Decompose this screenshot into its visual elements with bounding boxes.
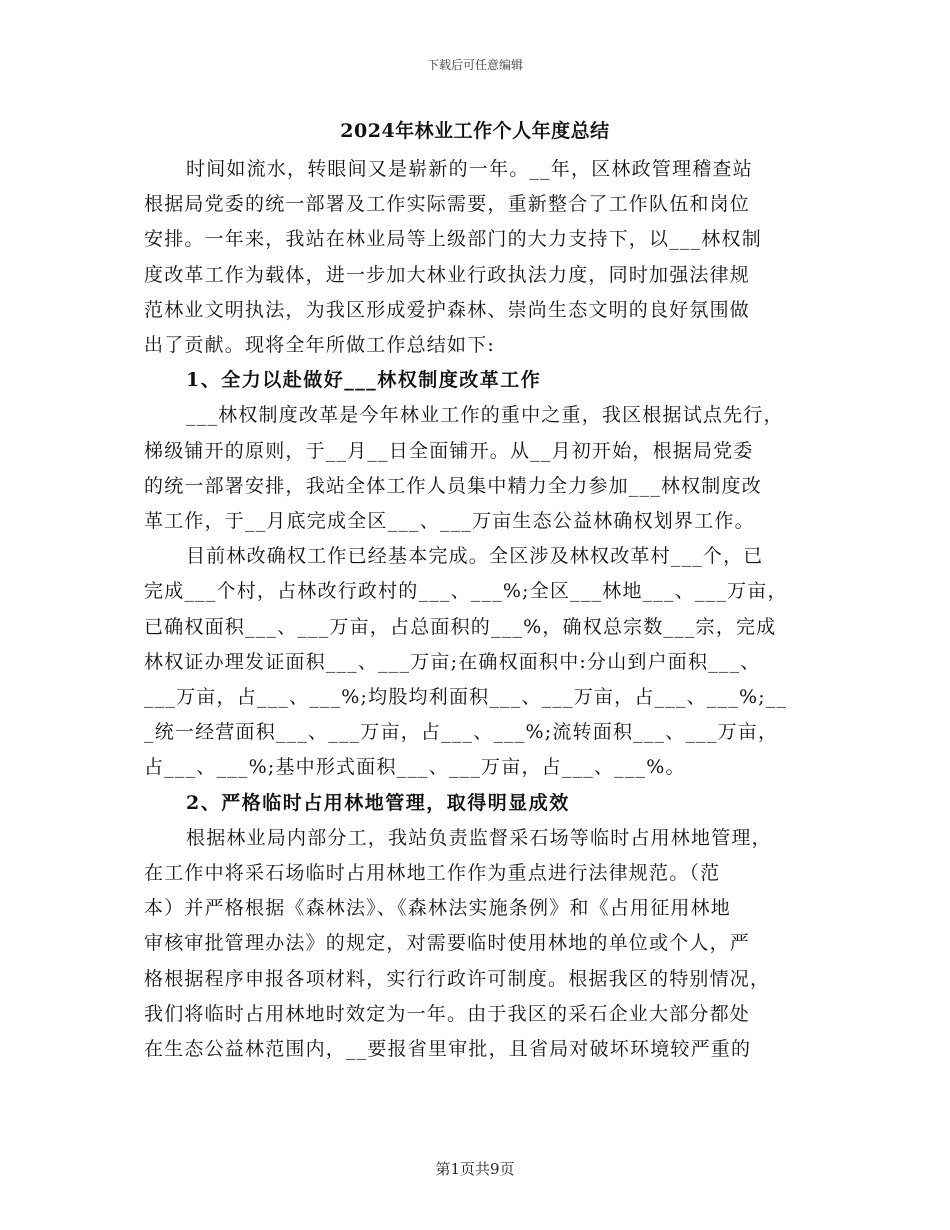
text-line: 林权证办理发证面积___、___万亩;在确权面积中:分山到户面积___、 [144,650,761,673]
page-header: 下载后可任意编辑 [426,58,523,72]
text-line: 时间如流水，转眼间又是崭新的一年。__年，区林政管理稽查站 [186,158,753,180]
text-line: ___万亩，占___、___%;均股均利面积___、___万亩，占___、___%;__ [144,686,788,708]
text-line: 格根据程序申报各项材料，实行行政许可制度。根据我区的特别情况， [144,967,771,990]
text-line: 范林业文明执法，为我区形成爱护森林、崇尚生态文明的良好氛围做 [144,298,751,321]
text-line: 出了贡献。现将全年所做工作总结如下: [144,334,496,356]
text-line: 度改革工作为载体，进一步加大林业行政执法力度，同时加强法律规 [144,263,751,286]
text-line: 目前林改确权工作已经基本完成。全区涉及林权改革村___个，已 [186,545,764,568]
section-heading: 2、严格临时占用林地管理，取得明显成效 [186,791,570,814]
text-line: 革工作，于__月底完成全区___、___万亩生态公益林确权划界工作。 [144,510,755,532]
text-line: 已确权面积___、___万亩，占总面积的___%，确权总宗数___宗，完成 [144,615,777,638]
text-line: 在工作中将采石场临时占用林地工作作为重点进行法律规范。（范 [144,862,721,884]
text-line: 根据局党委的统一部署及工作实际需要，重新整合了工作队伍和岗位 [144,193,751,216]
text-line: _统一经营面积___、___万亩，占___、___%;流转面积___、___万亩， [144,721,779,744]
text-line: 完成___个村，占林改行政村的___、___%;全区___林地___、___万亩， [144,580,788,603]
text-line: 根据林业局内部分工，我站负责监督采石场等临时占用林地管理， [186,826,772,849]
section-heading: 1、全力以赴做好___林权制度改革工作 [186,369,542,392]
document-title: 2024年林业工作个人年度总结 [340,120,610,142]
text-line: ___林权制度改革是今年林业工作的重中之重，我区根据试点先行， [186,404,784,427]
page-footer: 第1页共9页 [435,1160,515,1178]
text-line: 的统一部署安排，我站全体工作人员集中精力全力参加___林权制度改 [144,474,762,497]
text-line: 安排。一年来，我站在林业局等上级部门的大力支持下，以___林权制 [144,228,762,251]
text-line: 在生态公益林范围内，__要报省里审批，且省局对破坏环境较严重的 [144,1038,752,1060]
text-line: 梯级铺开的原则，于__月__日全面铺开。从__月初开始，根据局党委 [144,439,754,462]
text-line: 我们将临时占用林地时效定为一年。由于我区的采石企业大部分都处 [144,1002,751,1025]
text-line: 审核审批管理办法》的规定，对需要临时使用林地的单位或个人，严 [144,932,751,955]
text-line: 本）并严格根据《森林法》、《森林法实施条例》和《占用征用林地 [144,897,732,920]
text-line: 占___、___%;基中形式面积___、___万亩，占___、___%。 [144,756,686,779]
